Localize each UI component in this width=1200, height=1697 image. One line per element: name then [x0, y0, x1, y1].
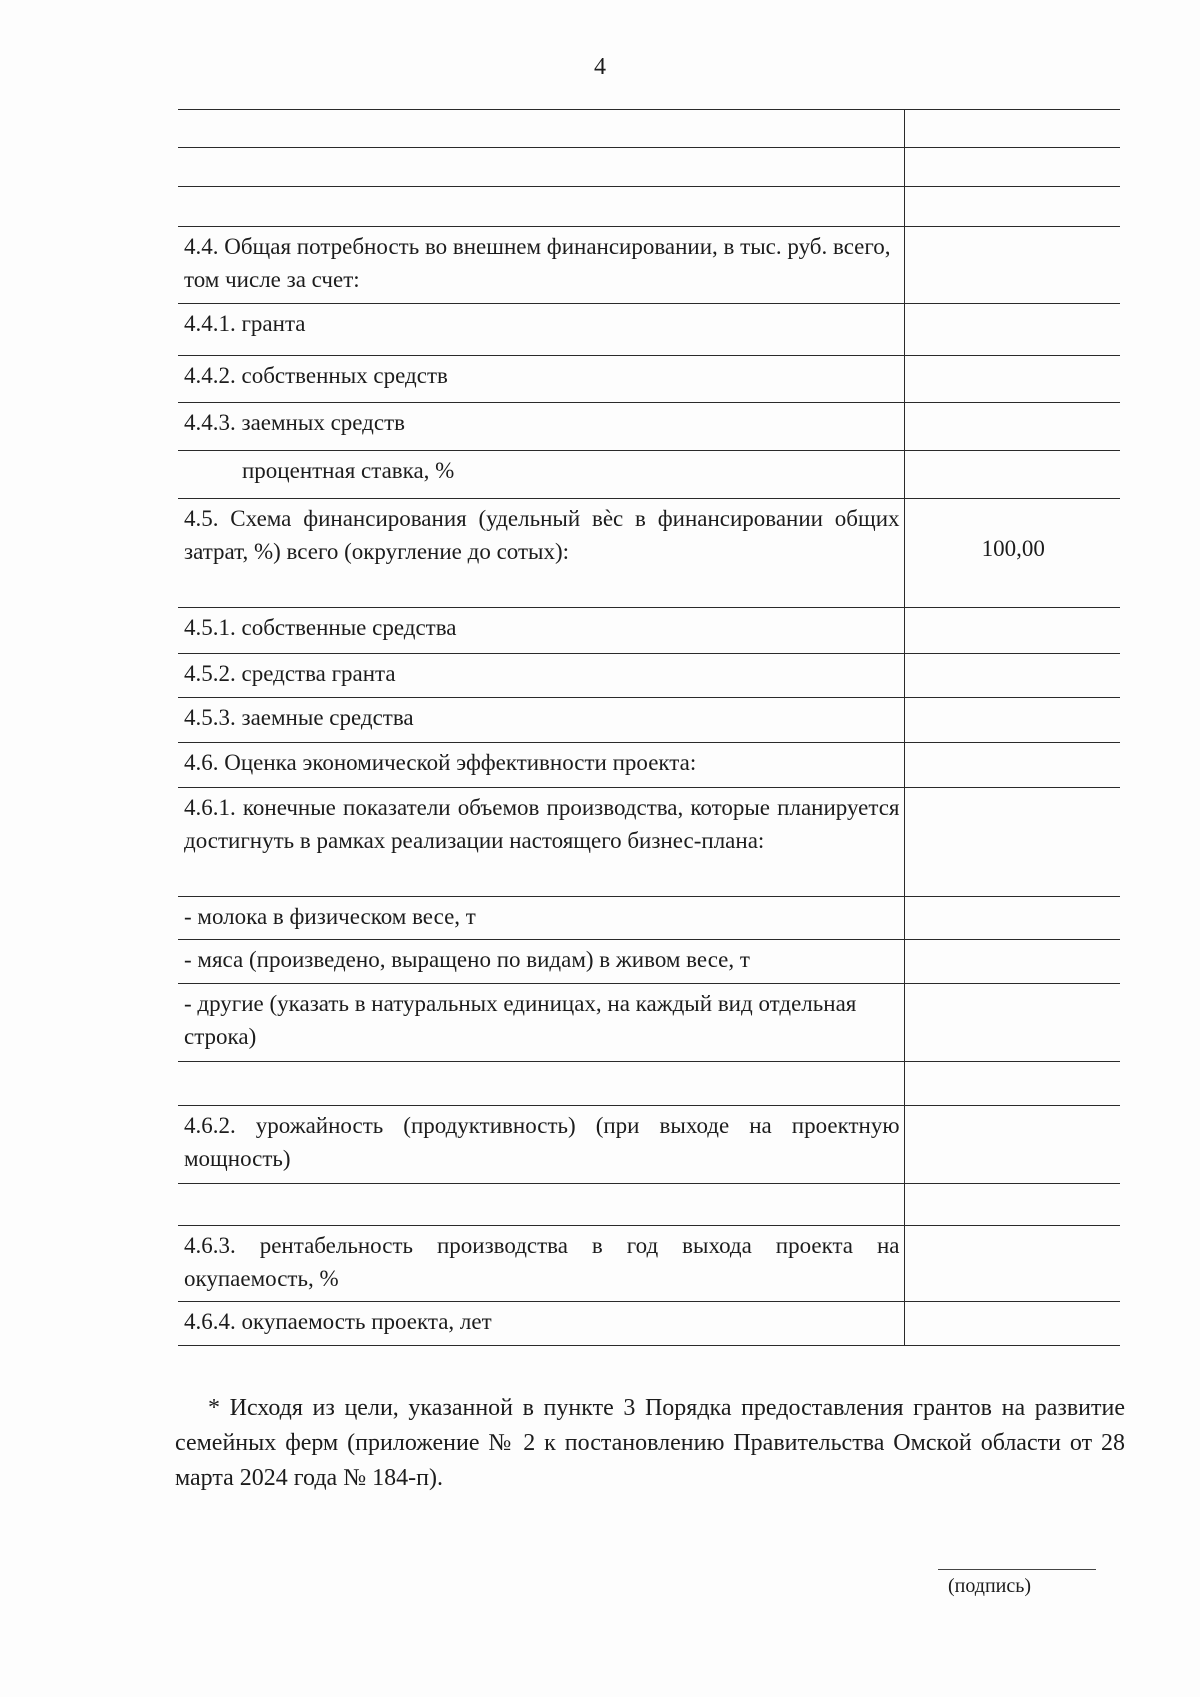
row-value: [904, 1106, 1120, 1184]
row-value: [904, 356, 1120, 403]
table-row: [178, 110, 1120, 148]
row-label: 4.6. Оценка экономической эффективности проекта:: [178, 743, 904, 788]
row-value: [904, 654, 1120, 698]
row-label: 4.4. Общая потребность во внешнем финансировании, в тыс. руб. всего, том числе за счет:: [178, 227, 904, 304]
table-row: [178, 743, 1120, 788]
financing-table: [178, 109, 1120, 1346]
row-label: 4.4.1. гранта: [178, 304, 904, 356]
table-row: [178, 698, 1120, 743]
row-label: 4.6.3. рентабельность производства в год выхода проекта на окупаемость, %: [178, 1226, 904, 1302]
row-value: [904, 403, 1120, 451]
row-value: [904, 608, 1120, 654]
row-label: 4.5.3. заемные средства: [178, 698, 904, 743]
row-label: - молока в физическом весе, т: [178, 897, 904, 940]
row-value: [904, 1226, 1120, 1302]
row-value: [904, 148, 1120, 187]
row-value: [904, 897, 1120, 940]
table-row: [178, 187, 1120, 227]
row-label: [178, 187, 904, 227]
table-row: [178, 148, 1120, 187]
row-value: [904, 304, 1120, 356]
footnote: * Исходя из цели, указанной в пункте 3 Порядка предоставления грантов на развитие семейных ферм (приложение № 2 к постановлению Правительства Омской области от 28 марта 2024 года № 184-п).: [175, 1395, 1125, 1491]
page-number: 4: [594, 54, 606, 80]
table-row: [178, 227, 1120, 304]
table-row: [178, 897, 1120, 940]
row-label: 4.4.3. заемных средств: [178, 403, 904, 451]
row-label: [178, 148, 904, 187]
signature-line: [938, 1569, 1096, 1570]
row-label: [178, 110, 904, 148]
signature-label: (подпись): [948, 1575, 1032, 1597]
row-label: 4.5.2. средства гранта: [178, 654, 904, 698]
row-label: - мяса (произведено, выращено по видам) в живом весе, т: [178, 940, 904, 984]
table-row: [178, 499, 1120, 608]
row-label: [178, 1062, 904, 1106]
table-row: [178, 356, 1120, 403]
row-value: [904, 698, 1120, 743]
row-value: [904, 1302, 1120, 1346]
table-row: [178, 940, 1120, 984]
table-row: [178, 1106, 1120, 1184]
row-value: [904, 743, 1120, 788]
row-value: [904, 187, 1120, 227]
table-row: [178, 451, 1120, 499]
row-value: [904, 940, 1120, 984]
row-value: [904, 1062, 1120, 1106]
table-row: [178, 1062, 1120, 1106]
table-row: [178, 304, 1120, 356]
table-row: [178, 1184, 1120, 1226]
row-label: 4.5. Схема финансирования (удельный вѐс в финансировании общих затрат, %) всего (округление до сотых):: [178, 499, 904, 608]
table-row: [178, 1226, 1120, 1302]
table-row: [178, 608, 1120, 654]
table-row: [178, 403, 1120, 451]
row-value: [904, 110, 1120, 148]
row-value: [904, 788, 1120, 897]
row-label: 4.6.1. конечные показатели объемов производства, которые планируется достигнуть в рамках реализации настоящего бизнес-плана:: [178, 788, 904, 897]
table-row: [178, 984, 1120, 1062]
row-label: 4.6.2. урожайность (продуктивность) (при выходе на проектную мощность): [178, 1106, 904, 1184]
table-row: [178, 788, 1120, 897]
row-value: [904, 1184, 1120, 1226]
row-value: [904, 451, 1120, 499]
table-row: [178, 1302, 1120, 1346]
row-label: процентная ставка, %: [178, 451, 904, 499]
row-label: [178, 1184, 904, 1226]
row-label: 4.5.1. собственные средства: [178, 608, 904, 654]
row-label: - другие (указать в натуральных единицах, на каждый вид отдельная строка): [178, 984, 904, 1062]
row-label: 4.6.4. окупаемость проекта, лет: [178, 1302, 904, 1346]
row-value: [904, 227, 1120, 304]
row-value: 100,00: [904, 499, 1120, 608]
table-row: [178, 654, 1120, 698]
row-label: 4.4.2. собственных средств: [178, 356, 904, 403]
row-value: [904, 984, 1120, 1062]
